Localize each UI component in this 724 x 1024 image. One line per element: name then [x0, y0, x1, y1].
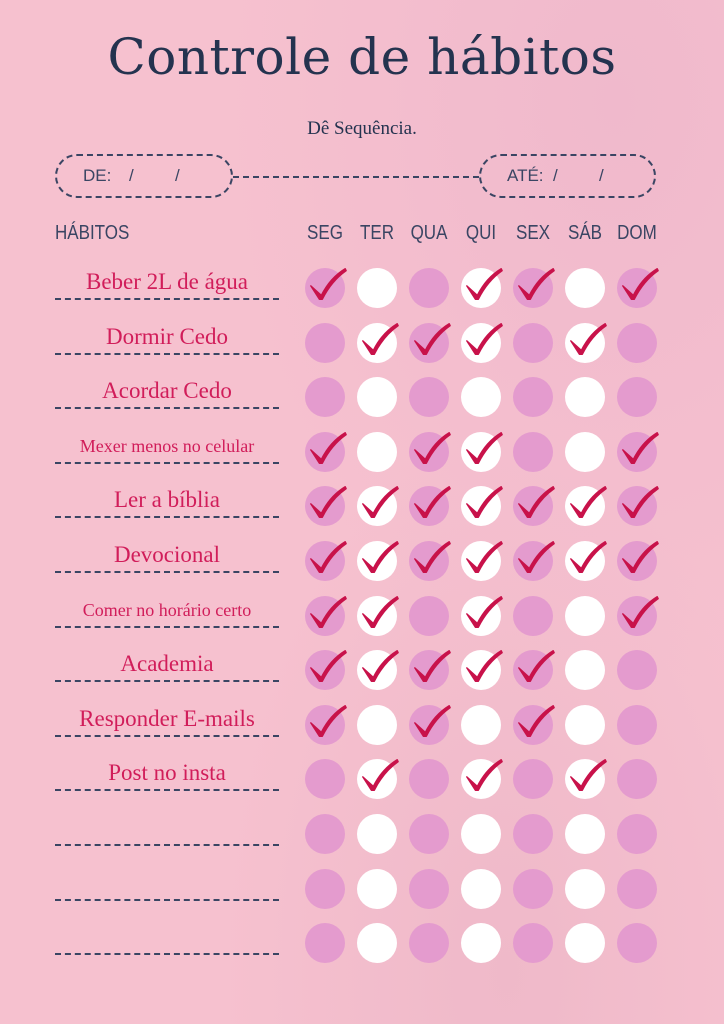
habit-name[interactable]: Responder E-mails	[55, 703, 279, 737]
habit-checkbox-sex[interactable]	[513, 869, 553, 909]
habit-name[interactable]	[55, 921, 279, 955]
habit-checkbox-qui[interactable]	[461, 759, 501, 799]
day-header-0: SEG	[307, 222, 343, 244]
checkmark-icon	[515, 484, 557, 520]
habit-row	[0, 941, 724, 987]
habit-checkbox-ter[interactable]	[357, 432, 397, 472]
checkmark-icon	[463, 594, 505, 630]
checkmark-icon	[307, 539, 349, 575]
checkmark-icon	[567, 321, 609, 357]
habit-checkbox-qui[interactable]	[461, 541, 501, 581]
habit-checkbox-dom[interactable]	[617, 650, 657, 690]
checkmark-icon	[359, 757, 401, 793]
habit-checkbox-sex[interactable]	[513, 541, 553, 581]
checkmark-icon	[515, 266, 557, 302]
checkmark-icon	[463, 648, 505, 684]
habit-checkbox-qua[interactable]	[409, 759, 449, 799]
habit-checkbox-ter[interactable]	[357, 705, 397, 745]
checkmark-icon	[619, 539, 661, 575]
habit-name[interactable]: Acordar Cedo	[55, 375, 279, 409]
day-header-6: DOM	[617, 222, 657, 244]
checkmark-icon	[619, 266, 661, 302]
checkmark-icon	[619, 594, 661, 630]
checkmark-icon	[567, 484, 609, 520]
habit-checkbox-sex[interactable]	[513, 323, 553, 363]
habit-checkbox-qua[interactable]	[409, 377, 449, 417]
habit-checkbox-ter[interactable]	[357, 377, 397, 417]
date-to-field[interactable]	[479, 154, 656, 198]
habit-name[interactable]: Post no insta	[55, 757, 279, 791]
habit-checkbox-seg[interactable]	[305, 268, 345, 308]
habit-checkbox-seg[interactable]	[305, 596, 345, 636]
habit-checkbox-ter[interactable]	[357, 596, 397, 636]
habit-checkbox-sáb[interactable]	[565, 923, 605, 963]
habit-checkbox-qua[interactable]	[409, 323, 449, 363]
habit-checkbox-sáb[interactable]	[565, 541, 605, 581]
habit-checkbox-sáb[interactable]	[565, 486, 605, 526]
habit-checkbox-dom[interactable]	[617, 541, 657, 581]
checkmark-icon	[307, 484, 349, 520]
habit-checkbox-qui[interactable]	[461, 705, 501, 745]
checkmark-icon	[307, 648, 349, 684]
habit-checkbox-dom[interactable]	[617, 377, 657, 417]
habit-checkbox-seg[interactable]	[305, 650, 345, 690]
habit-checkbox-sex[interactable]	[513, 486, 553, 526]
habit-checkbox-qua[interactable]	[409, 268, 449, 308]
habit-checkbox-sex[interactable]	[513, 814, 553, 854]
habit-checkbox-dom[interactable]	[617, 323, 657, 363]
habit-checkbox-ter[interactable]	[357, 869, 397, 909]
habit-checkbox-sáb[interactable]	[565, 323, 605, 363]
habit-name[interactable]: Academia	[55, 648, 279, 682]
checkmark-icon	[567, 539, 609, 575]
habit-name[interactable]	[55, 867, 279, 901]
habit-checkbox-seg[interactable]	[305, 486, 345, 526]
habit-checkbox-sáb[interactable]	[565, 759, 605, 799]
habit-checkbox-qui[interactable]	[461, 268, 501, 308]
habit-name[interactable]: Mexer menos no celular	[55, 430, 279, 464]
date-to-slash-1: /	[553, 166, 558, 185]
habit-checkbox-ter[interactable]	[357, 541, 397, 581]
habit-name[interactable]	[55, 812, 279, 846]
habit-checkbox-dom[interactable]	[617, 432, 657, 472]
habit-checkbox-sex[interactable]	[513, 432, 553, 472]
habit-checkbox-ter[interactable]	[357, 814, 397, 854]
checkmark-icon	[619, 430, 661, 466]
habit-checkbox-dom[interactable]	[617, 705, 657, 745]
habit-checkbox-qua[interactable]	[409, 923, 449, 963]
habit-name[interactable]: Ler a bíblia	[55, 484, 279, 518]
habit-name[interactable]: Comer no horário certo	[55, 594, 279, 628]
checkmark-icon	[307, 703, 349, 739]
habit-checkbox-qui[interactable]	[461, 650, 501, 690]
habit-checkbox-dom[interactable]	[617, 486, 657, 526]
habit-checkbox-qui[interactable]	[461, 486, 501, 526]
habit-name[interactable]: Dormir Cedo	[55, 321, 279, 355]
habit-checkbox-qui[interactable]	[461, 596, 501, 636]
date-from-label: DE:	[83, 166, 112, 185]
date-from-slash-2: /	[175, 166, 180, 185]
habit-checkbox-qui[interactable]	[461, 377, 501, 417]
habit-checkbox-sáb[interactable]	[565, 705, 605, 745]
habit-checkbox-dom[interactable]	[617, 596, 657, 636]
checkmark-icon	[463, 757, 505, 793]
habit-checkbox-sex[interactable]	[513, 759, 553, 799]
habit-checkbox-sáb[interactable]	[565, 377, 605, 417]
date-from-field[interactable]	[55, 154, 233, 198]
habit-checkbox-sex[interactable]	[513, 650, 553, 690]
checkmark-icon	[359, 539, 401, 575]
habit-checkbox-seg[interactable]	[305, 377, 345, 417]
checkmark-icon	[359, 594, 401, 630]
habit-checkbox-qua[interactable]	[409, 541, 449, 581]
checkmark-icon	[359, 648, 401, 684]
habit-checkbox-sex[interactable]	[513, 268, 553, 308]
habit-checkbox-seg[interactable]	[305, 541, 345, 581]
habit-checkbox-ter[interactable]	[357, 650, 397, 690]
habit-checkbox-seg[interactable]	[305, 869, 345, 909]
checkmark-icon	[411, 703, 453, 739]
habit-checkbox-qua[interactable]	[409, 869, 449, 909]
date-range-connector	[233, 176, 479, 178]
habit-checkbox-sex[interactable]	[513, 923, 553, 963]
date-from-slash-1: /	[129, 166, 134, 185]
habit-checkbox-qui[interactable]	[461, 869, 501, 909]
habit-checkbox-qui[interactable]	[461, 323, 501, 363]
habit-checkbox-qua[interactable]	[409, 486, 449, 526]
checkmark-icon	[463, 484, 505, 520]
checkmark-icon	[307, 594, 349, 630]
habits-column-header: HÁBITOS	[55, 222, 130, 244]
checkmark-icon	[515, 539, 557, 575]
habit-checkbox-ter[interactable]	[357, 759, 397, 799]
checkmark-icon	[411, 539, 453, 575]
checkmark-icon	[411, 321, 453, 357]
habit-checkbox-seg[interactable]	[305, 814, 345, 854]
habit-checkbox-sáb[interactable]	[565, 814, 605, 854]
habit-checkbox-dom[interactable]	[617, 923, 657, 963]
habit-checkbox-sáb[interactable]	[565, 596, 605, 636]
habit-checkbox-qui[interactable]	[461, 923, 501, 963]
habit-checkbox-qua[interactable]	[409, 432, 449, 472]
habit-checkbox-sáb[interactable]	[565, 650, 605, 690]
day-header-1: TER	[360, 222, 394, 244]
checkmark-icon	[567, 757, 609, 793]
checkmark-icon	[411, 648, 453, 684]
day-header-2: QUA	[410, 222, 448, 244]
habit-checkbox-dom[interactable]	[617, 869, 657, 909]
day-header-3: QUI	[465, 222, 497, 244]
habit-name[interactable]: Devocional	[55, 539, 279, 573]
habit-checkbox-dom[interactable]	[617, 268, 657, 308]
habit-checkbox-ter[interactable]	[357, 486, 397, 526]
checkmark-icon	[515, 703, 557, 739]
habit-checkbox-qua[interactable]	[409, 814, 449, 854]
habit-checkbox-seg[interactable]	[305, 432, 345, 472]
day-header-4: SEX	[515, 222, 551, 244]
habit-checkbox-ter[interactable]	[357, 923, 397, 963]
habit-checkbox-seg[interactable]	[305, 705, 345, 745]
habit-checkbox-qua[interactable]	[409, 596, 449, 636]
checkmark-icon	[463, 430, 505, 466]
habit-checkbox-sáb[interactable]	[565, 432, 605, 472]
checkmark-icon	[619, 484, 661, 520]
date-to-label: ATÉ:	[507, 166, 544, 185]
habit-checkbox-ter[interactable]	[357, 268, 397, 308]
page-subtitle: Dê Sequência.	[307, 118, 417, 139]
checkmark-icon	[307, 266, 349, 302]
habit-checkbox-qui[interactable]	[461, 432, 501, 472]
habit-checkbox-dom[interactable]	[617, 814, 657, 854]
checkmark-icon	[463, 539, 505, 575]
checkmark-icon	[359, 484, 401, 520]
checkmark-icon	[411, 430, 453, 466]
habit-checkbox-sex[interactable]	[513, 705, 553, 745]
habit-checkbox-sex[interactable]	[513, 377, 553, 417]
habit-checkbox-sáb[interactable]	[565, 869, 605, 909]
page-title: Controle de hábitos	[107, 28, 617, 86]
habit-name[interactable]: Beber 2L de água	[55, 266, 279, 300]
habit-checkbox-qui[interactable]	[461, 814, 501, 854]
habit-checkbox-seg[interactable]	[305, 759, 345, 799]
checkmark-icon	[359, 321, 401, 357]
habit-checkbox-seg[interactable]	[305, 323, 345, 363]
checkmark-icon	[411, 484, 453, 520]
habit-checkbox-dom[interactable]	[617, 759, 657, 799]
habit-checkbox-sáb[interactable]	[565, 268, 605, 308]
habit-checkbox-sex[interactable]	[513, 596, 553, 636]
habit-checkbox-qua[interactable]	[409, 705, 449, 745]
checkmark-icon	[463, 266, 505, 302]
checkmark-icon	[307, 430, 349, 466]
checkmark-icon	[463, 321, 505, 357]
checkmark-icon	[515, 648, 557, 684]
habit-checkbox-ter[interactable]	[357, 323, 397, 363]
habit-checkbox-seg[interactable]	[305, 923, 345, 963]
date-to-slash-2: /	[599, 166, 604, 185]
day-header-5: SÁB	[567, 222, 603, 244]
habit-checkbox-qua[interactable]	[409, 650, 449, 690]
